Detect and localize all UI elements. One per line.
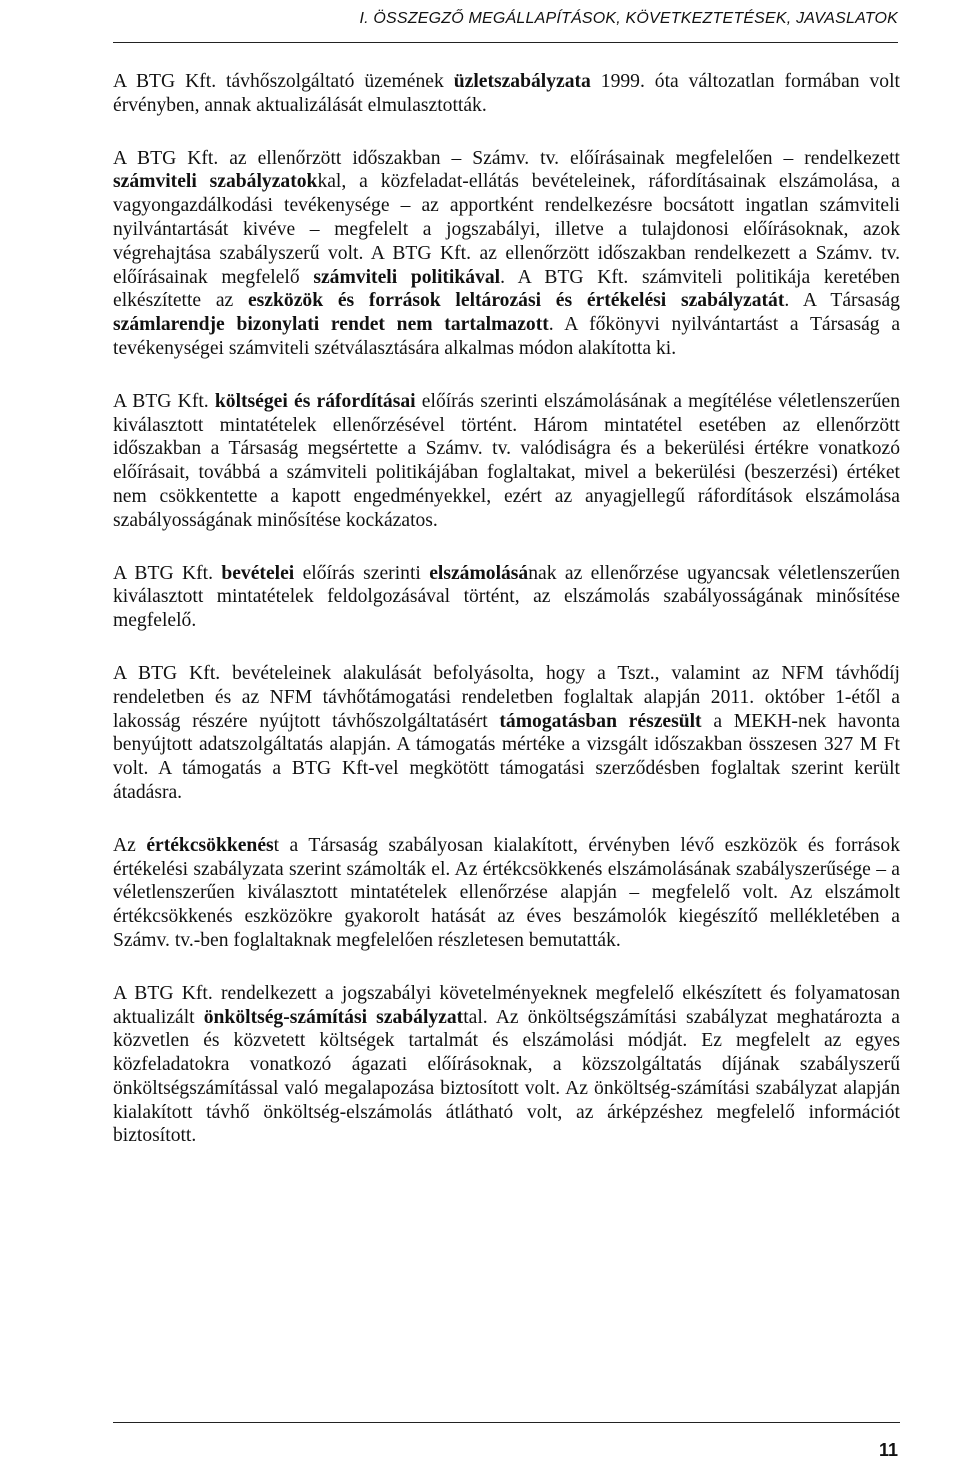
page-number: 11 — [878, 1440, 898, 1460]
text-segment: A BTG Kft. bevételeinek alakulását befolyásolta, hogy a Tszt., valamint az NFM távhődíj rendeletben és az NFM távhőtámogatási rendeletben foglaltak alapján 2011. október 1-étől a lakosság részére nyújtott távhőszolgáltatásért — [113, 662, 900, 732]
bold-term: eszközök és források leltározási és értékelési szabályzatát — [247, 290, 785, 312]
paragraph-cost-calculation — [113, 982, 900, 1149]
text-segment: előírás szerinti elszámolásának a megítélése véletlenszerűen kiválasztott mintatételek ellenőrzésével történt. Három mintatétel esetében az ellenőrzött időszakban a Társaság megsértette a Számv. tv. valódiságra és a bekerülési értékre vonatkozó előírásait, továbbá a számviteli politikájában foglaltakat, mivel a bekerülési (beszerzési) értéket nem csökkentette a kapott engedményekkel, ezért az anyagjellegű ráfordítások elszámolása szabályosságának minősítése kockázatos. — [113, 390, 900, 531]
paragraph-revenues — [113, 562, 900, 633]
text-segment: . A főkönyvi nyilvántartást a Társaság a tevékenységei számviteli szétválasztására alkalmas módon alakította ki. — [113, 314, 901, 359]
text-segment: kal, a közfeladat-ellátás bevételeinek, ráfordításainak elszámolása, a vagyongazdálkodási tevékenysége – az apportként rendelkezésre bocsátott ingatlan számviteli nyilvántartását kivéve – megfelelt a jogszabályi, illetve a tulajdonosi előírásoknak, azok végrehajtása szabályszerű volt. A BTG Kft. az ellenőrzött időszakban rendelkezett a Számv. tv. előírásainak megfelelő — [113, 171, 900, 288]
text-segment: A BTG Kft. — [113, 390, 215, 412]
bold-term: támogatásban részesült — [499, 710, 702, 732]
text-segment: A BTG Kft. az ellenőrzött időszakban – Számv. tv. előírásainak megfelelően – rendelkezett — [113, 147, 900, 169]
text-segment: . A BTG Kft. számviteli politikája keretében elkészítette az — [113, 266, 900, 312]
bold-term: értékcsökkenés — [146, 834, 274, 856]
bold-term: költségei és ráfordításai — [214, 390, 416, 412]
bold-term: számviteli politikával — [313, 266, 501, 288]
text-segment: Az — [113, 834, 147, 856]
paragraph-business-rules — [113, 70, 900, 118]
text-segment: tal. Az önköltségszámítási szabályzat meghatározta a közvetlen és közvetett költségek tartalmát és elszámolási módját. Ez megfelelt az egyes közfeladatokra vonatkozó ágazati előírásoknak, a közszolgáltatás díjának szabályszerű önköltségszámítással való megalapozása biztosított volt. Az önköltség-számítási szabályzat alapján kialakított távhő önköltség-elszámolás átlátható volt, az árképzéshez megfelelő információt biztosított. — [113, 1006, 901, 1147]
text-segment: A BTG Kft. rendelkezett a jogszabályi követelményeknek megfelelő elkészített és folyamatosan aktualizált — [113, 982, 900, 1028]
bold-term: önköltség-számítási szabályzat — [203, 1006, 464, 1028]
chapter-title: I. ÖSSZEGZŐ MEGÁLLAPÍTÁSOK, KÖVETKEZTETÉSEK, JAVASLATOK — [359, 10, 898, 27]
paragraph-subsidy — [113, 662, 900, 805]
text-segment: a MEKH-nek havonta benyújtott adatszolgáltatás alapján. A támogatás mértéke a vizsgált időszakban összesen 327 M Ft volt. A támogatás a BTG Kft-vel megkötött támogatási szerződésben foglaltak szerint került átadásra. — [113, 710, 900, 803]
bold-term: üzletszabályzata — [453, 71, 591, 92]
footer-divider — [113, 1422, 900, 1423]
text-segment: . A Társaság — [784, 290, 900, 312]
text-segment: t a Társaság szabályosan kialakított, érvényben lévő eszközök és források értékelési szabályzata szerint számolták el. Az értékcsökkenés elszámolásának szabályszerűsége – a véletlenszerűen kiválasztott mintatételek ellenőrzése alapján – megfelelő volt. Az elszámolt értékcsökkenés eszközökre gyakorolt hatását az éves beszámolók kiegészítő mellékletében a Számv. tv.-ben foglaltaknak megfelelően részletesen bemutatták. — [113, 834, 900, 951]
bold-term: bevételei — [221, 562, 295, 584]
text-segment: nak az ellenőrzése ugyancsak véletlenszerűen kiválasztott mintatételek feldolgozásával történt, az elszámolás szabályosságának minősítése megfelelő. — [113, 562, 900, 632]
bold-term: elszámolásá — [429, 562, 529, 584]
bold-term: számviteli szabályzatok — [113, 171, 318, 193]
paragraph-accounting-rules — [113, 147, 900, 361]
text-segment: előírás szerinti — [294, 562, 430, 584]
paragraph-costs — [113, 390, 900, 533]
body-text — [113, 70, 900, 1177]
text-segment: 1999. óta változatlan formában volt érvényben, annak aktualizálását elmulasztották. — [113, 71, 900, 116]
text-segment: A BTG Kft. — [113, 562, 222, 584]
bold-term: számlarendje bizonylati rendet nem tartalmazott — [113, 314, 549, 336]
paragraph-depreciation — [113, 834, 900, 953]
text-segment: A BTG Kft. távhőszolgáltató üzemének — [113, 71, 454, 92]
page-header — [113, 0, 898, 43]
